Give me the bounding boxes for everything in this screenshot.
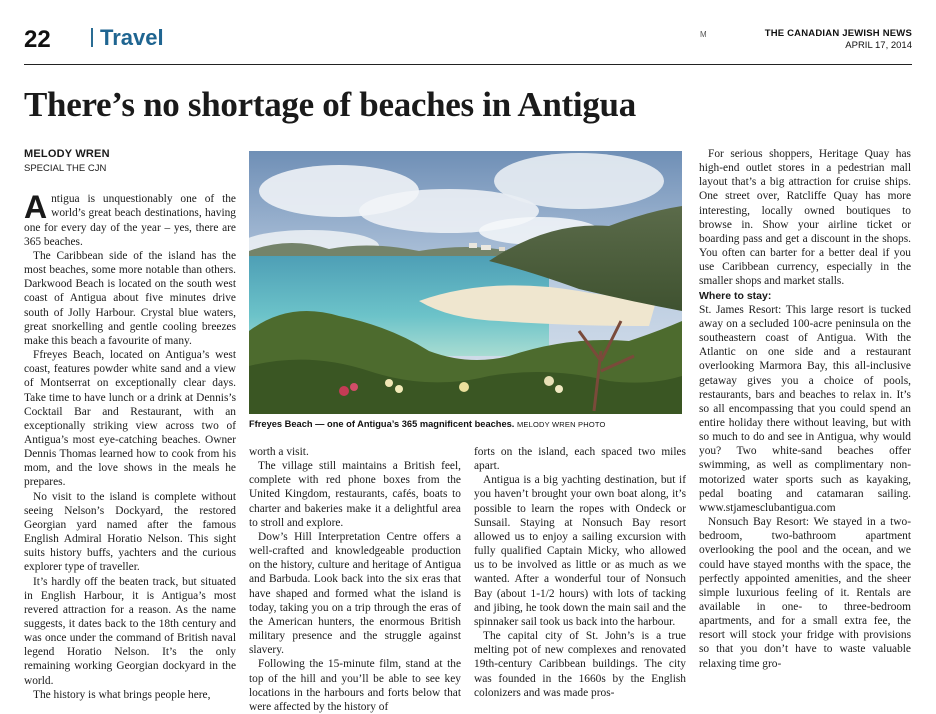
paragraph: It’s hardly off the beaten track, but situated in English Harbour, it is Antigua’s most revered attraction for a reason. As the name suggests, it dates back to the 18th century and was once under the command of British naval legend Horatio Nelson. It’s the only remaining working Georgian dockyard in the world. [24, 575, 236, 687]
photo-credit: MELODY WREN PHOTO [516, 420, 606, 429]
photo-caption [249, 419, 689, 429]
publication-name: THE CANADIAN JEWISH NEWS [764, 28, 912, 39]
paragraph: The history is what brings people here, [33, 688, 211, 701]
paragraph: Ffreyes Beach, located on Antigua’s west coast, features powder white sand and a view of Montserrat on exceptionally clear days. Take time to have lunch or a drink at Dennis’s Cocktail Bar and Restaurant, with an exceptionally striking view across two of Antigua’s most eye-catching beaches. Owner Dennis Thomas learned how to cook from his mom, and the love shows in the meals he prepares. [24, 349, 236, 489]
page-mark: M [700, 30, 707, 39]
paragraph: No visit to the island is complete without seeing Nelson’s Dockyard, the restored Georgian yard named after the famous English Admiral Horatio Nelson. This sight suits history buffs, yachters and the curious explorer type of traveller. [24, 490, 236, 574]
article-column-3 [474, 445, 686, 714]
caption-text: Ffreyes Beach — one of Antigua’s 365 magnificent beaches. [249, 419, 515, 429]
paragraph: worth a visit. [249, 446, 309, 458]
paragraph: Antigua is a big yachting destination, but if you haven’t brought your own boat along, it’s possible to learn the ropes with Ondeck or Sunsail. Staying at Nonsuch Bay resort allowed us to enjoy a sailing excursion with fully qualified Captain Micky, who allowed us to be involved as little or as much as we wanted. After a wonderful tour of Nonsuch Bay (about 1-1/2 hours) with lots of tacking and jibing, he took down the main sail and the spinnaker sail took us back into the harbour. [474, 474, 686, 628]
byline: MELODY WREN [24, 148, 110, 160]
paragraph: The village still maintains a British feel, complete with red phone boxes from the United Kingdom, restaurants, cafés, boats to charter and bakeries make it a delightful area to stroll and explore. [249, 460, 461, 529]
section-divider [91, 28, 93, 47]
header-rule [24, 64, 912, 65]
publication-date: APRIL 17, 2014 [845, 40, 912, 51]
article-column-2 [249, 445, 461, 714]
publication-info [765, 28, 912, 52]
article-headline: There’s no shortage of beaches in Antigua [24, 85, 636, 124]
page-number: 22 [24, 26, 51, 53]
paragraph: The capital city of St. John’s is a true melting pot of new complexes and renovated 19th-century Caribbean buildings. The city was founded in the 1660s by the English colonizers and was made pros- [474, 630, 686, 699]
paragraph: The Caribbean side of the island has the most beaches, some more notable than others. Darkwood Beach is located on the south west coast of Antigua about five minutes drive south of Jolly Harbour. Crystal blue waters, great snorkelling and gentle cooling breezes make this beach a favourite of many. [24, 249, 236, 347]
section-title: Travel [100, 25, 164, 50]
paragraph: St. James Resort: This large resort is tucked away on a secluded 100-acre peninsula on the southeastern coast of Antigua. With the Atlantic on one side and a restaurant overlooking Marmora Bay, this all-inclusive getaway gives you a choice of pools, restaurants, bars and beaches to relax in. It’s so all encompassing that you could spend an entire holiday there without leaving, but with so much to do and see in Antigua, why would you? Two white-sand beaches offer swimming, as well as complimentary non-motorized water sports such as kayaking, pedal boating and catamaran sailing. www.stjamesclubantigua.com [699, 303, 911, 514]
article-column-4 [699, 147, 911, 714]
paragraph: Nonsuch Bay Resort: We stayed in a two-bedroom, two-bathroom apartment overlooking the pool and the ocean, and we could have stayed months with the space, the perfectly appointed amenities, and the sheer simple luxurious feeling of it. Rentals are available in one- to three-bedroom apartments, and for a small extra fee, the resort will stock your fridge with provisions so that you don’t have to waste valuable relaxing time gro- [699, 516, 911, 670]
paragraph: Dow’s Hill Interpretation Centre offers a well-crafted and knowledgeable production on the history, culture and heritage of Antigua and Barbuda. Look back into the six eras that have shaped and formed what the island is today, taking you on a trip through the eras of the American hunters, the enormous British military presence and the struggle against slavery. [249, 530, 461, 657]
beach-photo [249, 151, 682, 414]
paragraph: forts on the island, each spaced two miles apart. [474, 446, 686, 473]
subheading: Where to stay: [699, 289, 772, 302]
paragraph: Antigua is unquestionably one of the world’s great beach destinations, having one for every day of the year – yes, there are 365 beaches. [24, 189, 236, 248]
paragraph: For serious shoppers, Heritage Quay has high-end outlet stores in a pedestrian mall layout that’s a big attraction for cruise ships. One street over, Ratcliffe Quay has more interesting, locally owned boutiques to browse in. Show your airline ticket or boarding pass and get a discount in the shops. You often can barter for a better deal if you use Caribbean currency, especially in the smaller shops and market stalls. [699, 148, 911, 288]
drop-cap: A [24, 189, 48, 226]
paragraph: Following the 15-minute film, stand at the top of the hill and you’ll be able to see key locations in the harbours and forts below that were affected by the history of [249, 658, 461, 713]
article-column-1 [24, 147, 236, 714]
page-header [24, 24, 912, 64]
byline-affiliation: SPECIAL THE CJN [24, 163, 107, 175]
